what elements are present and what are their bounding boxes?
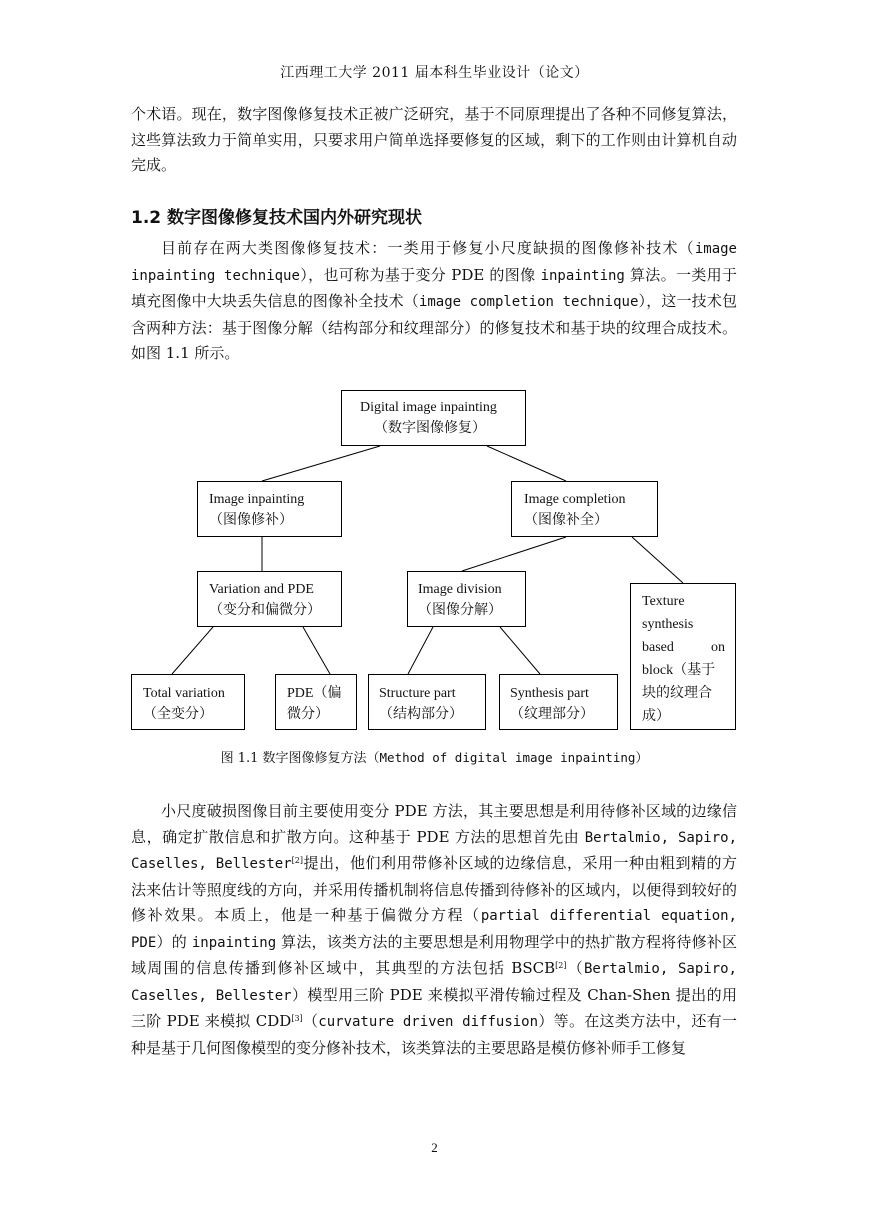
paragraph-3 <box>131 799 737 1061</box>
node-root-zh: （数字图像修复） <box>374 421 486 436</box>
p2-text-a: 目前存在两大类图像修复技术：一类用于修复小尺度缺损的图像修补技术（ <box>161 239 695 257</box>
figure-caption <box>0 747 869 766</box>
p2-term-a: image inpainting technique <box>131 241 737 284</box>
node-texture-synthesis <box>630 583 736 730</box>
p3-term-inpainting: inpainting <box>191 934 277 951</box>
texture-line-3 <box>642 636 725 659</box>
node-digital-image-inpainting <box>341 390 526 446</box>
p3-text-c: ）的 <box>156 932 192 951</box>
node-inpaint-zh: （图像修补） <box>209 513 293 528</box>
citation-3[interactable]: [3] <box>291 1014 303 1023</box>
texture-line-6: 成） <box>642 709 670 724</box>
p3-text-d: 算法，该类方法的主要思想是利用物理学中的热扩散方程将待修补区域周围的信息传播到修补区域中，其典型的方法包括 BSCB <box>131 932 737 977</box>
node-pde-zh: 微分） <box>287 707 329 722</box>
texture-line-1: Texture <box>642 594 685 609</box>
node-synthesis-en: Synthesis part <box>510 686 589 701</box>
node-total-variation <box>131 674 245 730</box>
node-division-zh: （图像分解） <box>418 603 502 618</box>
citation-2b[interactable]: [2] <box>555 961 567 970</box>
node-variation-zh: （变分和偏微分） <box>209 603 321 618</box>
p2-term-b: inpainting <box>540 267 625 284</box>
texture-line-2: synthesis <box>642 617 694 632</box>
node-completion-en: Image completion <box>524 492 626 507</box>
node-image-completion <box>511 481 658 537</box>
caption-zh: 图 1.1 数字图像修复方法（ <box>220 751 380 766</box>
p2-text-d: ），这一技术包含两种方法：基于图像分解（结构部分和纹理部分）的修复技术和基于块的纹理合成技术。如图 1.1 所示。 <box>131 292 737 362</box>
paragraph-1: 个术语。现在，数字图像修复技术正被广泛研究，基于不同原理提出了各种不同修复算法，这些算法致力于简单实用，只要求用户简单选择要修复的区域，剩下的工作则由计算机自动完成。 <box>131 105 737 174</box>
node-total-zh: （全变分） <box>143 707 213 722</box>
node-pde-en: PDE（偏 <box>287 686 342 701</box>
p3-text-b: 提出，他们利用带修补区域的边缘信息，采用一种由粗到精的方法来估计等照度线的方向，并采用传播机制将信息传播到待修补的区域内，以便得到较好的修补效果。本质上，他是一种基于偏微分方程（ <box>131 854 737 924</box>
node-variation-pde <box>197 571 342 627</box>
page-number: 2 <box>431 1140 438 1155</box>
section-heading: 1.2 数字图像修复技术国内外研究现状 <box>131 208 423 228</box>
node-structure-part <box>368 674 486 730</box>
p3-authors-a: Bertalmio, Sapiro, Caselles, Bellester <box>131 829 737 872</box>
node-inpaint-en: Image inpainting <box>209 492 305 507</box>
node-image-inpainting <box>197 481 342 537</box>
p3-term-pde: partial differential equation, PDE <box>131 908 737 951</box>
p3-authors-b: Bertalmio, Sapiro, Caselles, Bellester <box>131 961 737 1004</box>
p2-text-c: 算法。一类用于填充图像中大块丢失信息的图像补全技术（ <box>131 265 737 310</box>
texture-line-5: 块的纹理合 <box>642 686 712 701</box>
node-root-en: Digital image inpainting <box>360 400 497 415</box>
p2-term-c: image completion technique <box>418 294 639 310</box>
node-variation-en: Variation and PDE <box>209 582 314 597</box>
node-structure-en: Structure part <box>379 686 456 701</box>
node-pde <box>275 674 357 730</box>
p2-text-b: ），也可称为基于变分 PDE 的图像 <box>299 265 541 284</box>
texture-line-4: block（基于 <box>642 663 716 678</box>
node-division-en: Image division <box>418 582 502 597</box>
running-header: 江西理工大学 2011 届本科生毕业设计（论文） <box>280 65 589 81</box>
p3-text-h: ）等。在这类方法中，还有一种是基于几何图像模型的变分修补技术，该类算法的主要思路是模仿修补师手工修复 <box>131 1012 737 1057</box>
node-total-en: Total variation <box>143 686 225 701</box>
citation-2[interactable]: [2] <box>291 856 303 865</box>
p3-text-a: 小尺度破损图像目前主要使用变分 PDE 方法，其主要思想是利用待修补区域的边缘信息，确定扩散信息和扩散方向。这种基于 PDE 方法的思想首先由 <box>131 802 737 846</box>
node-synthesis-part <box>499 674 618 730</box>
node-synthesis-zh: （纹理部分） <box>510 707 594 722</box>
texture-line-3a: based <box>642 640 674 655</box>
p3-term-cdd: curvature driven diffusion <box>318 1014 539 1030</box>
p3-text-g: （ <box>302 1012 319 1030</box>
p3-text-f: ）模型用三阶 PDE 来模拟平滑传输过程及 Chan-Shen 提出的用三阶 PDE 来模拟 CDD <box>131 985 737 1030</box>
node-structure-zh: （结构部分） <box>379 707 463 722</box>
node-image-division <box>407 571 526 627</box>
caption-en: Method of digital image inpainting <box>379 750 636 765</box>
p3-text-e: （ <box>566 959 584 977</box>
caption-end: ） <box>635 751 649 766</box>
node-completion-zh: （图像补全） <box>524 513 608 528</box>
texture-line-3b: on <box>711 640 725 655</box>
